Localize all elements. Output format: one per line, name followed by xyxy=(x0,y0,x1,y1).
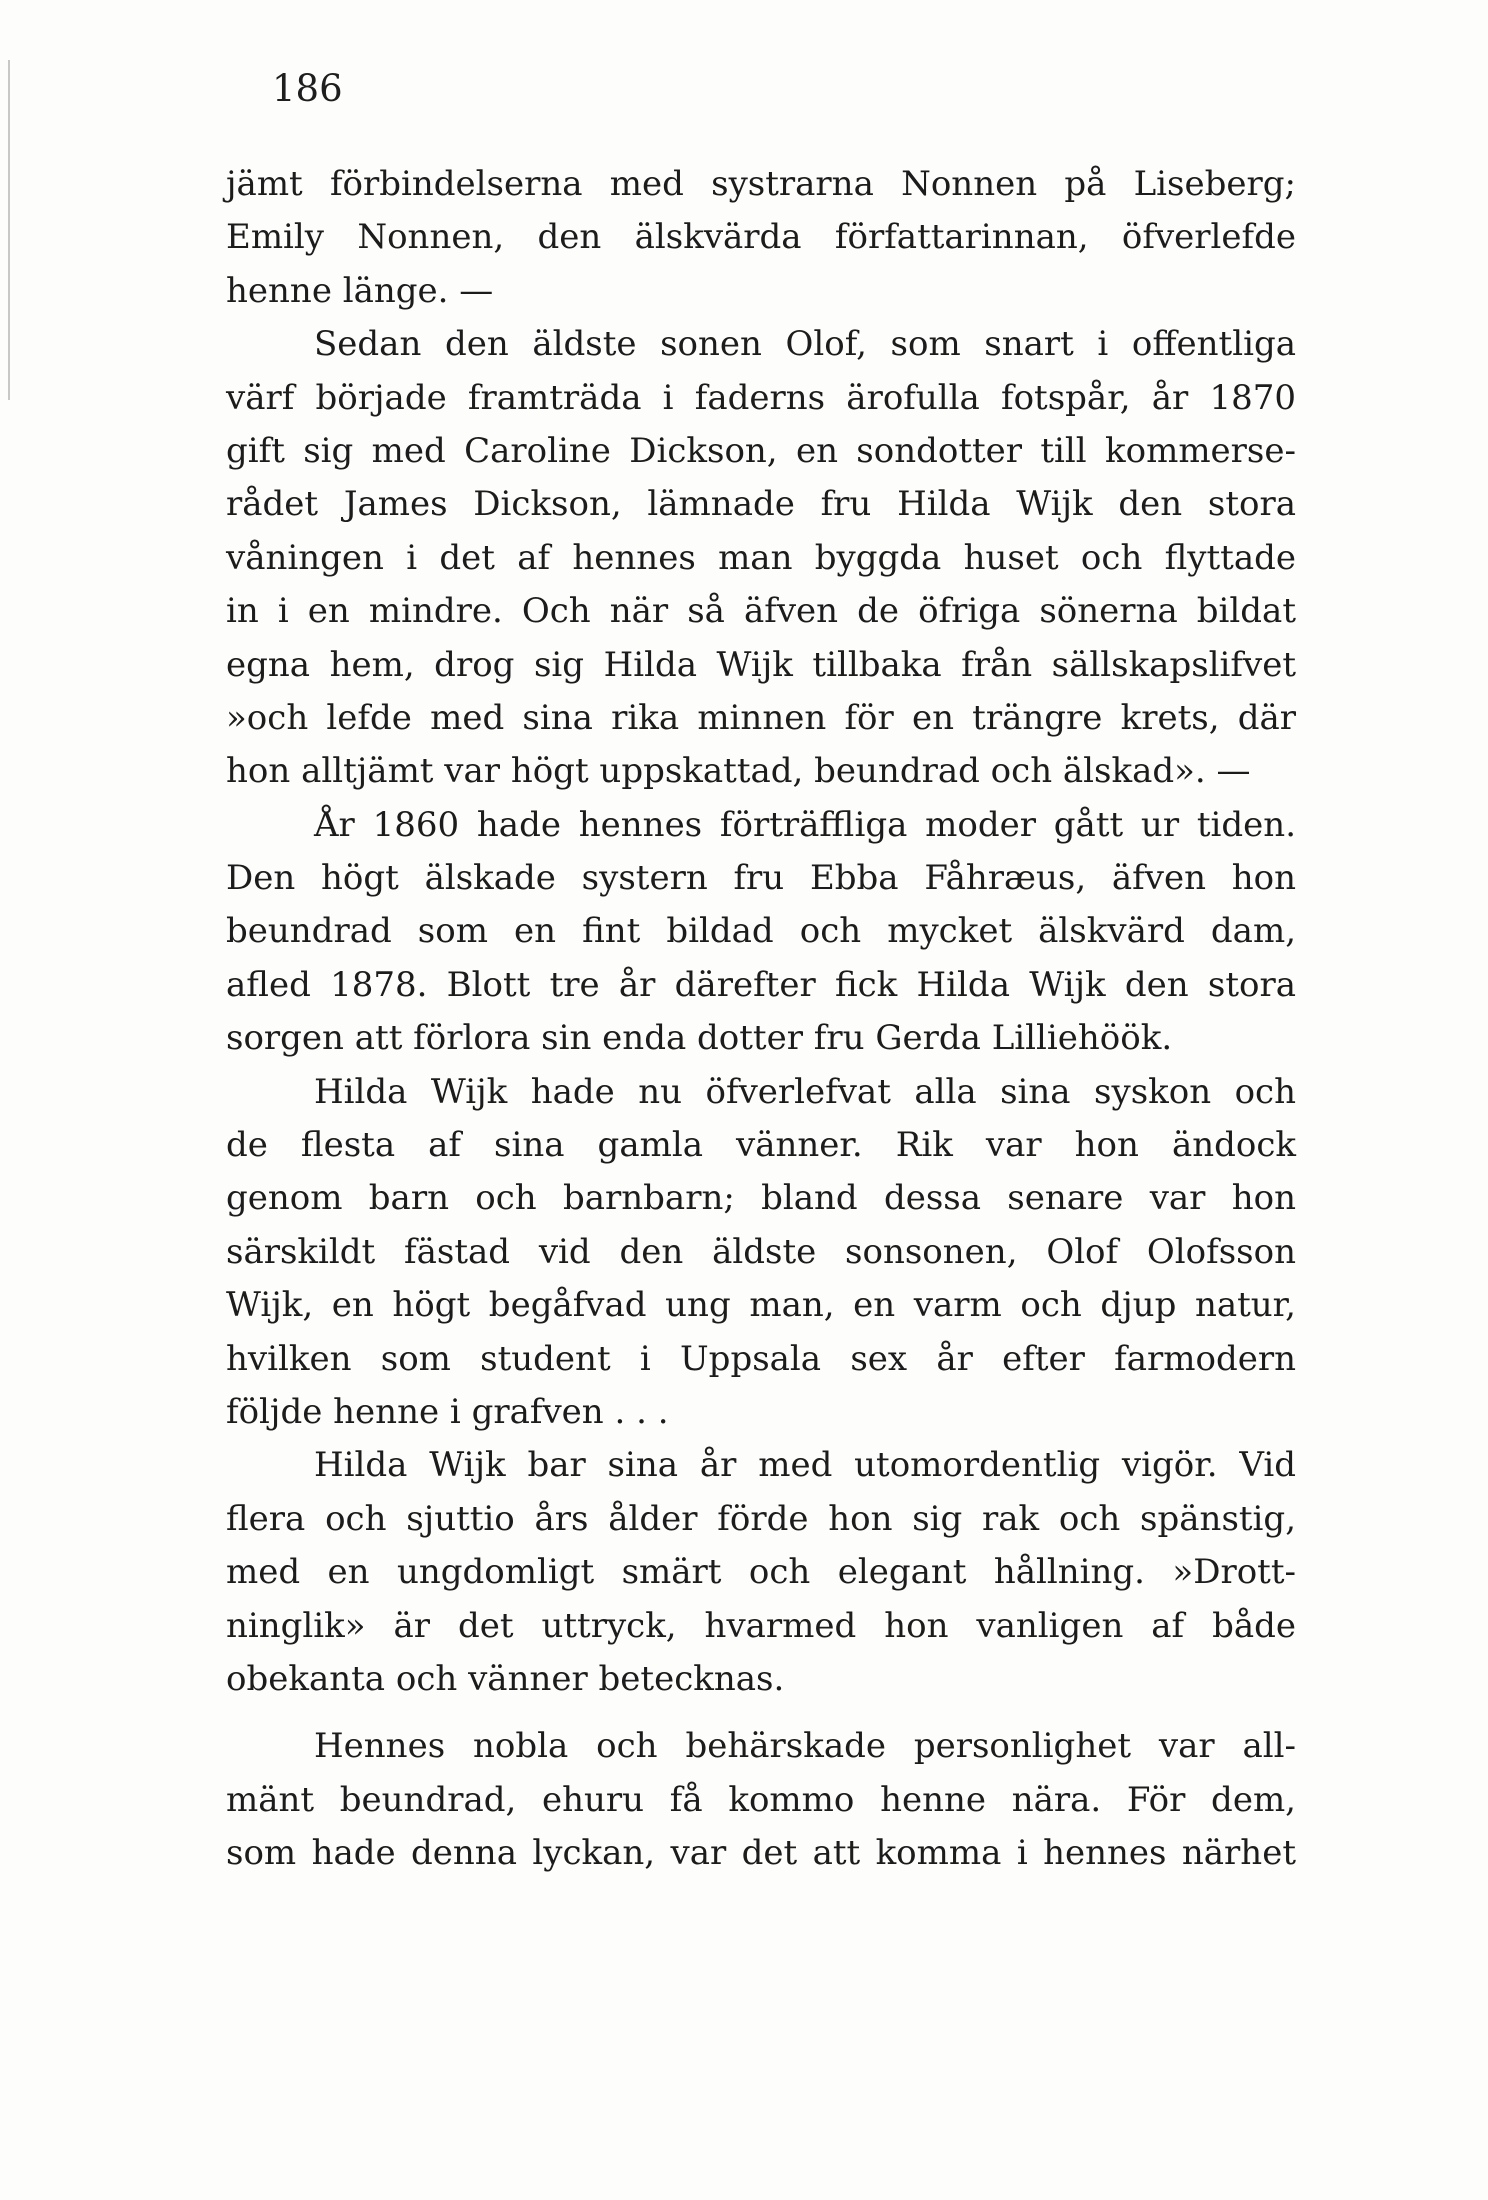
text-line: »och lefde med sina rika minnen för en trängre krets, där xyxy=(226,697,1296,738)
text-line: beundrad som en fint bildad och mycket älskvärd dam, xyxy=(226,911,1296,952)
text-line: rådet James Dickson, lämnade fru Hilda Wijk den stora xyxy=(226,484,1296,525)
text-line: in i en mindre. Och när så äfven de öfriga sönerna bildat xyxy=(226,591,1296,632)
page-number: 186 xyxy=(272,67,343,110)
text-line: hvilken som student i Uppsala sex år efter farmodern xyxy=(226,1338,1296,1379)
text-line: egna hem, drog sig Hilda Wijk tillbaka från sällskapslifvet xyxy=(226,644,1296,685)
text-line: Hennes nobla och behärskade personlighet var all- xyxy=(314,1726,1296,1767)
text-line: gift sig med Caroline Dickson, en sondotter till kommerse- xyxy=(226,430,1296,471)
text-line: jämt förbindelserna med systrarna Nonnen på Liseberg; xyxy=(226,164,1296,204)
text-line: Wijk, en högt begåfvad ung man, en varm och djup natur, xyxy=(226,1285,1296,1326)
text-line: våningen i det af hennes man byggda huset och flyttade xyxy=(226,537,1296,578)
text-line: henne länge. — xyxy=(226,270,494,311)
text-line: Hilda Wijk hade nu öfverlefvat alla sina syskon och xyxy=(314,1071,1296,1112)
text-line: som hade denna lyckan, var det att komma i hennes närhet xyxy=(226,1833,1296,1874)
text-line: obekanta och vänner betecknas. xyxy=(226,1658,785,1699)
body-text xyxy=(226,158,1296,1881)
text-line: de flesta af sina gamla vänner. Rik var hon ändock xyxy=(226,1125,1296,1166)
text-line: hon alltjämt var högt uppskattad, beundrad och älskad». — xyxy=(226,751,1251,792)
text-line: Den högt älskade systern fru Ebba Fåhræus, äfven hon xyxy=(226,858,1296,899)
text-line: följde henne i grafven . . . xyxy=(226,1391,669,1432)
text-line: afled 1878. Blott tre år därefter fick Hilda Wijk den stora xyxy=(226,964,1296,1005)
text-line: sorgen att förlora sin enda dotter fru Gerda Lilliehöök. xyxy=(226,1018,1173,1059)
text-line: ninglik» är det uttryck, hvarmed hon vanligen af både xyxy=(226,1605,1296,1646)
text-line: Sedan den äldste sonen Olof, som snart i offentliga xyxy=(314,324,1296,365)
text-line: flera och sjuttio års ålder förde hon sig rak och spänstig, xyxy=(226,1498,1296,1539)
scan-edge-mark xyxy=(8,60,10,400)
text-line: Hilda Wijk bar sina år med utomordentlig vigör. Vid xyxy=(314,1445,1296,1486)
text-line: värf började framträda i faderns ärofulla fotspår, år 1870 xyxy=(226,377,1296,418)
text-line: genom barn och barnbarn; bland dessa senare var hon xyxy=(226,1178,1296,1219)
text-line: År 1860 hade hennes förträffliga moder gått ur tiden. xyxy=(314,804,1296,845)
text-line: särskildt fästad vid den äldste sonsonen, Olof Olofsson xyxy=(226,1231,1296,1272)
text-line: Emily Nonnen, den älskvärda författarinnan, öfverlefde xyxy=(226,217,1296,258)
text-line: mänt beundrad, ehuru få kommo henne nära. För dem, xyxy=(226,1779,1296,1820)
text-line: med en ungdomligt smärt och elegant hållning. »Drott- xyxy=(226,1552,1296,1593)
